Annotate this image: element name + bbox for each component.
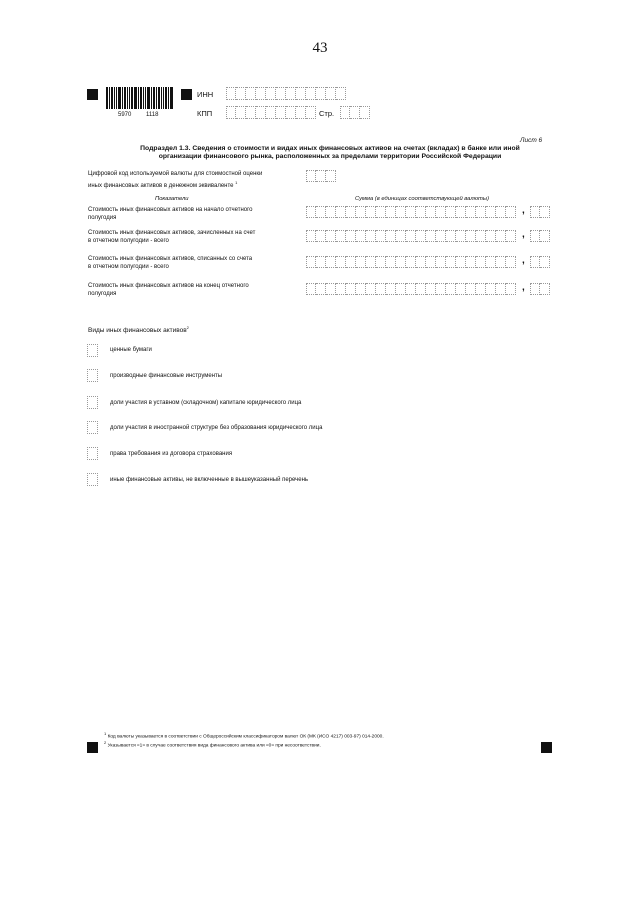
row4-line1: Стоимость иных финансовых активов на конец отчетного (88, 283, 249, 289)
asset-types-heading-text: Виды иных финансовых активов (88, 327, 187, 335)
corner-marker-top-left (87, 89, 98, 100)
corner-marker-top-mid (181, 89, 192, 100)
asset-type-checkbox-2[interactable] (87, 369, 98, 382)
asset-type-checkbox-1[interactable] (87, 344, 98, 357)
table-row-label-2 (88, 230, 288, 245)
currency-label (88, 171, 318, 190)
asset-type-checkbox-3[interactable] (87, 396, 98, 409)
col-header-amount: Сумма (в единицах соответствующей валюты) (355, 196, 489, 202)
decimal-separator-row1: , (522, 205, 525, 216)
decimal-field-row4[interactable] (530, 283, 550, 295)
kpp-field[interactable] (226, 106, 316, 119)
asset-type-label-2: производные финансовые инструменты (110, 373, 223, 379)
section-title-line1: Подраздел 1.3. Сведения о стоимости и видах иных финансовых активов на счетах (вкладах) в банке или иной (140, 145, 520, 152)
asset-type-label-6: иные финансовые активы, не включенные в вышеуказанный перечень (110, 477, 309, 483)
currency-code-field[interactable] (306, 170, 336, 182)
currency-label-line2: иных финансовых активов в денежном эквиваленте (88, 182, 234, 189)
asset-types-heading (88, 325, 189, 334)
amount-field-row4[interactable] (306, 283, 516, 295)
table-row-label-4 (88, 283, 288, 298)
table-row-label-3 (88, 256, 288, 271)
footnote-1-text: Код валюты указывается в соответствии с Общероссийским классификатором валют ОК (МК (ИСО 4217) 003-97) 014-2000. (107, 734, 384, 740)
barcode-number-1: 5970 (118, 112, 132, 118)
inn-label: ИНН (197, 90, 214, 99)
corner-marker-bottom-right (541, 742, 552, 753)
sheet-label: Лист 6 (520, 137, 543, 144)
row3-line1: Стоимость иных финансовых активов, списанных со счета (88, 256, 253, 262)
row2-line2: в отчетном полугодии - всего (88, 237, 169, 244)
barcode (106, 87, 174, 111)
decimal-field-row3[interactable] (530, 256, 550, 268)
page-label: Стр. (319, 109, 335, 118)
asset-type-checkbox-6[interactable] (87, 473, 98, 486)
page-field[interactable] (340, 106, 370, 119)
amount-field-row2[interactable] (306, 230, 516, 242)
asset-type-label-5: права требования из договора страхования (110, 451, 233, 457)
row1-line2: полугодия (88, 214, 117, 221)
col-header-indicator: Показатели (155, 196, 189, 202)
decimal-separator-row3: , (522, 255, 525, 266)
row4-line2: полугодия (88, 290, 117, 297)
decimal-separator-row4: , (522, 282, 525, 293)
kpp-label: КПП (197, 109, 213, 118)
decimal-field-row2[interactable] (530, 230, 550, 242)
currency-label-line1: Цифровой код используемой валюты для стоимостной оценки (88, 171, 263, 177)
page-number: 43 (312, 40, 328, 56)
asset-type-checkbox-5[interactable] (87, 447, 98, 460)
asset-type-label-3: доли участия в уставном (складочном) капитале юридического лица (110, 400, 302, 406)
footnote-1-num: 1 (104, 731, 107, 736)
amount-field-row3[interactable] (306, 256, 516, 268)
section-title-line2: организации финансового рынка, расположенных за пределами территории Российской Федерации (158, 153, 502, 160)
footnote-2-text: Указывается «1» в случае соответствия вида финансового актива или «0» при несоответствии. (107, 743, 321, 749)
row1-line1: Стоимость иных финансовых активов на начало отчетного (88, 207, 253, 213)
row2-line1: Стоимость иных финансовых активов, зачисленных на счет (88, 230, 256, 236)
barcode-number-2: 1118 (146, 112, 159, 118)
asset-type-checkbox-4[interactable] (87, 421, 98, 434)
footnote-1 (104, 731, 384, 740)
footnote-2-num: 2 (104, 740, 107, 745)
decimal-field-row1[interactable] (530, 206, 550, 218)
currency-footnote-ref: 1 (235, 179, 238, 185)
footnote-2 (104, 740, 321, 749)
corner-marker-bottom-left (87, 742, 98, 753)
asset-type-label-4: доли участия в иностранной структуре без образования юридического лица (110, 425, 323, 431)
inn-field[interactable] (226, 87, 346, 100)
amount-field-row1[interactable] (306, 206, 516, 218)
asset-type-label-1: ценные бумаги (110, 347, 152, 353)
table-row-label-1 (88, 207, 288, 222)
asset-types-footnote-ref: 2 (186, 325, 189, 330)
decimal-separator-row2: , (522, 229, 525, 240)
row3-line2: в отчетном полугодии - всего (88, 263, 169, 270)
